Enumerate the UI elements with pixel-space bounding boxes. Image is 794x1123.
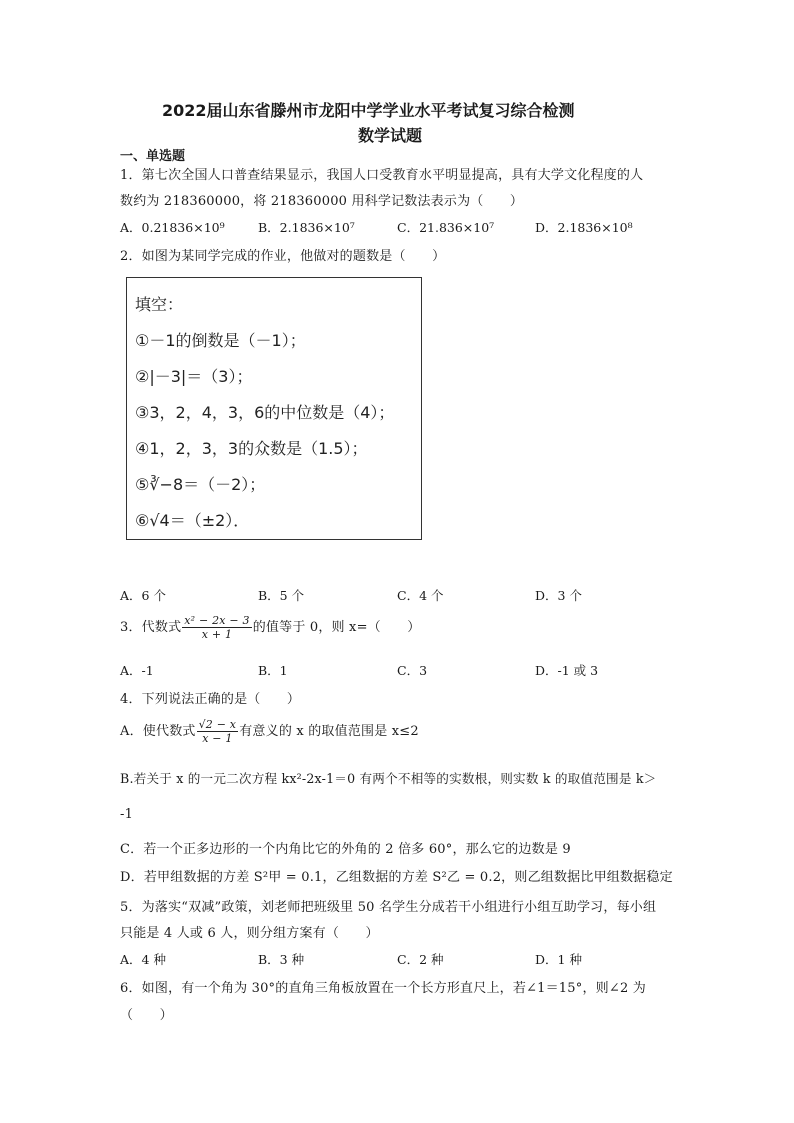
title-line-2: 数学试题 [358,126,423,145]
homework-item-2: ②|－3|＝（3）； [135,367,253,386]
question-4-option-b-line-2: -1 [120,807,134,822]
question-6-line-1: 6．如图，有一个角为 30°的直角三角板放置在一个长方形直尺上，若∠1＝15°，则∠2 为 [120,981,646,996]
question-2-option-b: B．5 个 [258,588,305,603]
question-5-line-1: 5．为落实“双减”政策，刘老师把班级里 50 名学生分成若干小组进行小组互助学习，每小组 [120,900,657,915]
section-heading: 一、单选题 [120,149,186,164]
homework-item-3: ③3，2，4，3，6的中位数是（4）； [135,403,395,422]
question-3-option-b: B．1 [258,663,288,678]
question-3-fraction [182,614,251,641]
question-5-option-a: A．4 种 [120,952,166,967]
question-5-line-2: 只能是 4 人或 6 人，则分组方案有（ ） [120,926,379,941]
question-3-stem [120,614,420,641]
question-5-option-c: C．2 种 [397,952,444,967]
question-3-suffix: 的值等于 0，则 x=（ ） [252,620,421,635]
question-4-a-suffix: 有意义的 x 的取值范围是 x≤2 [239,724,419,739]
question-3-numerator: x² − 2x − 3 [184,614,250,627]
question-5-option-b: B．3 种 [258,952,305,967]
question-1-option-d: D．2.1836×10⁸ [535,220,633,235]
question-3-denominator: x + 1 [201,628,233,641]
homework-item-5: ⑤∛−8＝（－2）； [135,475,266,494]
question-4-option-c: C．若一个正多边形的一个内角比它的外角的 2 倍多 60°，那么它的边数是 9 [120,842,571,857]
question-4-a-prefix: A．使代数式 [120,724,196,739]
question-4-option-a [120,718,419,745]
question-3-option-a: A．-1 [120,663,154,678]
homework-item-4: ④1，2，3，3的众数是（1.5）； [135,439,368,458]
question-4-a-fraction [197,718,239,745]
question-2-stem: 2．如图为某同学完成的作业，他做对的题数是（ ） [120,249,446,264]
question-2-option-a: A．6 个 [120,588,166,603]
question-4-a-denominator: x − 1 [202,732,233,745]
homework-heading: 填空： [135,295,184,314]
title-line-1: 2022届山东省滕州市龙阳中学学业水平考试复习综合检测 [162,101,575,120]
question-1-option-b: B．2.1836×10⁷ [258,220,355,235]
homework-item-6: ⑥√4＝（±2）． [135,511,250,530]
question-4-option-b-line-1: B.若关于 x 的一元二次方程 kx²-2x-1＝0 有两个不相等的实数根，则实数 k 的取值范围是 k＞ [120,771,657,786]
question-4-a-numerator: √2 − x [198,718,237,731]
question-3-prefix: 3．代数式 [120,620,182,635]
question-5-option-d: D．1 种 [535,952,582,967]
question-2-option-c: C．4 个 [397,588,444,603]
question-2-option-d: D．3 个 [535,588,582,603]
question-4-option-d: D．若甲组数据的方差 S²甲 = 0.1，乙组数据的方差 S²乙 = 0.2，则乙组数据比甲组数据稳定 [120,870,673,885]
question-1-line-2: 数约为 218360000，将 218360000 用科学记数法表示为（ ） [120,194,524,209]
question-1-option-a: A．0.21836×10⁹ [120,220,225,235]
question-3-option-d: D．-1 或 3 [535,663,599,678]
question-1-line-1: 1．第七次全国人口普查结果显示，我国人口受教育水平明显提高，具有大学文化程度的人 [120,168,644,183]
question-4-stem: 4．下列说法正确的是（ ） [120,692,301,707]
question-1-option-c: C．21.836×10⁷ [397,220,495,235]
question-6-line-2: （ ） [120,1008,173,1023]
question-3-option-c: C．3 [397,663,428,678]
homework-image [126,277,422,540]
homework-item-1: ①－1的倒数是（－1）； [135,331,306,350]
